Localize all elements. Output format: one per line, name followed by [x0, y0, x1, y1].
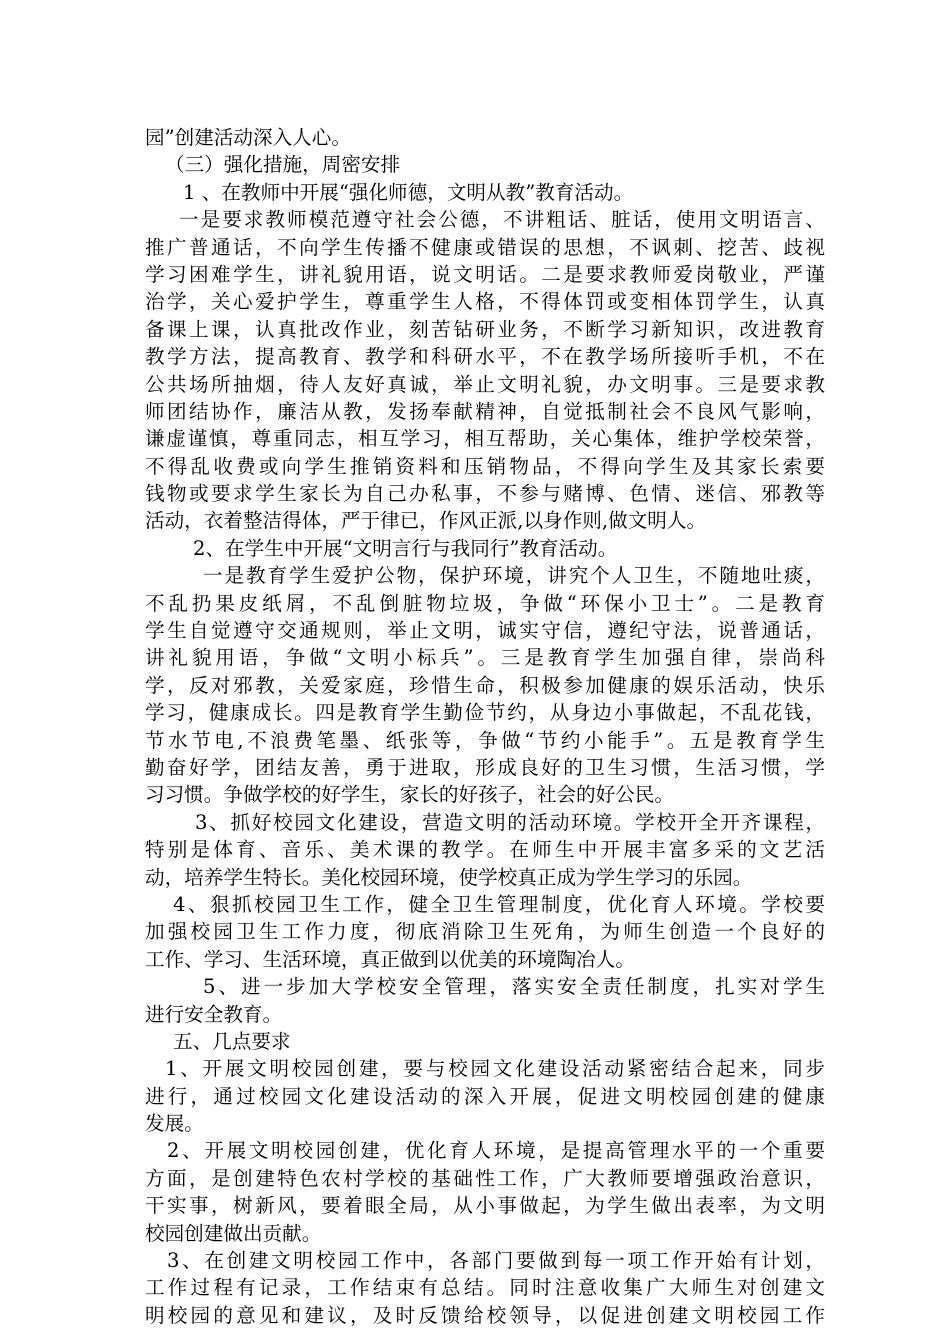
text-line: 勤奋好学，团结友善，勇于进取，形成良好的卫生习惯，生活习惯，学	[145, 755, 825, 779]
text-line: 推广普通话，不向学生传播不健康或错误的思想，不讽刺、挖苦、歧视	[145, 235, 825, 259]
text-line: 不得乱收费或向学生推销资料和压销物品，不得向学生及其家长索要	[145, 454, 825, 478]
text-line: 学生自觉遵守交通规则，举止文明，诚实守信，遵纪守法，说普通话，	[145, 619, 825, 643]
text-line: 3、抓好校园文化建设，营造文明的活动环境。学校开全开齐课程，	[195, 810, 825, 834]
text-line: 特别是体育、音乐、美术课的教学。在师生中开展丰富多采的文艺活	[145, 838, 825, 862]
text-line: 备课上课，认真批改作业，刻苦钻研业务，不断学习新知识，改进教育	[145, 317, 825, 341]
document-body	[145, 124, 825, 1329]
text-line: 讲礼貌用语，争做“文明小标兵”。三是教育学生加强自律，崇尚科	[145, 646, 825, 670]
text-line: 活动，衣着整洁得体，严于律已，作风正派,以身作则,做文明人。	[145, 509, 707, 533]
text-line: 5、进一步加大学校安全管理，落实安全责任制度，扎实对学生	[203, 975, 825, 999]
text-line: 进行安全教育。	[145, 1002, 283, 1026]
text-line: 3、在创建文明校园工作中，各部门要做到每一项工作开始有计划，	[167, 1249, 825, 1273]
text-line: 进行，通过校园文化建设活动的深入开展，促进文明校园创建的健康	[145, 1084, 825, 1108]
text-line: 干实事，树新风，要着眼全局，从小事做起，为学生做出表率，为文明	[145, 1194, 825, 1218]
text-line: 一是教育学生爱护公物，保护环境，讲究个人卫生，不随地吐痰，	[203, 564, 825, 588]
text-line: 工作、学习、生活环境，真正做到以优美的环境陶冶人。	[145, 947, 635, 971]
text-line: 校园创建做出贡献。	[145, 1221, 322, 1245]
text-line: 4、狠抓校园卫生工作，健全卫生管理制度，优化育人环境。学校要	[173, 892, 825, 916]
text-line: 教学方法，提高教育、教学和科研水平，不在教学场所接听手机，不在	[145, 345, 825, 369]
text-line: 1 、在教师中开展“强化师德，文明从教”教育活动。	[183, 180, 634, 204]
text-line: 节水节电,不浪费笔墨、纸张等，争做“节约小能手”。五是教育学生	[145, 728, 825, 752]
text-line: 加强校园卫生工作力度，彻底消除卫生死角，为师生创造一个良好的	[145, 920, 825, 944]
text-line: 习习惯。争做学校的好学生，家长的好孩子，社会的好公民。	[145, 783, 675, 807]
text-line: 学，反对邪教，关爱家庭，珍惜生命，积极参加健康的娱乐活动，快乐	[145, 673, 825, 697]
text-line: 2、在学生中开展“文明言行与我同行”教育活动。	[193, 536, 618, 560]
text-line: 一是要求教师模范遵守社会公德，不讲粗话、脏话，使用文明语言、	[179, 208, 825, 232]
text-line: 园”创建活动深入人心。	[145, 126, 351, 149]
text-line: 2、开展文明校园创建，优化育人环境，是提高管理水平的一个重要	[167, 1139, 825, 1163]
text-line: 1、开展文明校园创建，要与校园文化建设活动紧密结合起来，同步	[165, 1057, 825, 1081]
text-line: 治学，关心爱护学生，尊重学生人格，不得体罚或变相体罚学生，认真	[145, 290, 825, 314]
text-line: 学习，健康成长。四是教育学生勤俭节约，从身边小事做起，不乱花钱，	[145, 701, 825, 725]
text-line: 不乱扔果皮纸屑，不乱倒脏物垃圾，争做“环保小卫士”。二是教育	[145, 591, 825, 615]
text-line: （三）强化措施，周密安排	[165, 153, 401, 177]
text-line: 发展。	[145, 1112, 204, 1136]
text-line: 师团结协作，廉洁从教，发扬奉献精神，自觉抵制社会不良风气影响，	[145, 399, 825, 423]
text-line: 工作过程有记录，工作结束有总结。同时注意收集广大师生对创建文	[145, 1276, 825, 1300]
text-line: 学习困难学生，讲礼貌用语，说文明话。二是要求教师爱岗敬业，严谨	[145, 262, 825, 286]
text-line: 五、几点要求	[173, 1029, 291, 1053]
text-line: 公共场所抽烟，待人友好真诚，举止文明礼貌，办文明事。三是要求教	[145, 372, 825, 396]
text-line: 动，培养学生特长。美化校园环境，使学校真正成为学生学习的乐园。	[145, 865, 753, 889]
text-line: 谦虚谨慎，尊重同志，相互学习，相互帮助，关心集体，维护学校荣誉，	[145, 427, 825, 451]
text-line: 方面，是创建特色农村学校的基础性工作，广大教师要增强政治意识，	[145, 1166, 825, 1190]
text-line: 明校园的意见和建议，及时反馈给校领导，以促进创建文明校园工作	[145, 1303, 825, 1327]
text-line: 钱物或要求学生家长为自己办私事，不参与赌博、色情、迷信、邪教等	[145, 482, 825, 506]
